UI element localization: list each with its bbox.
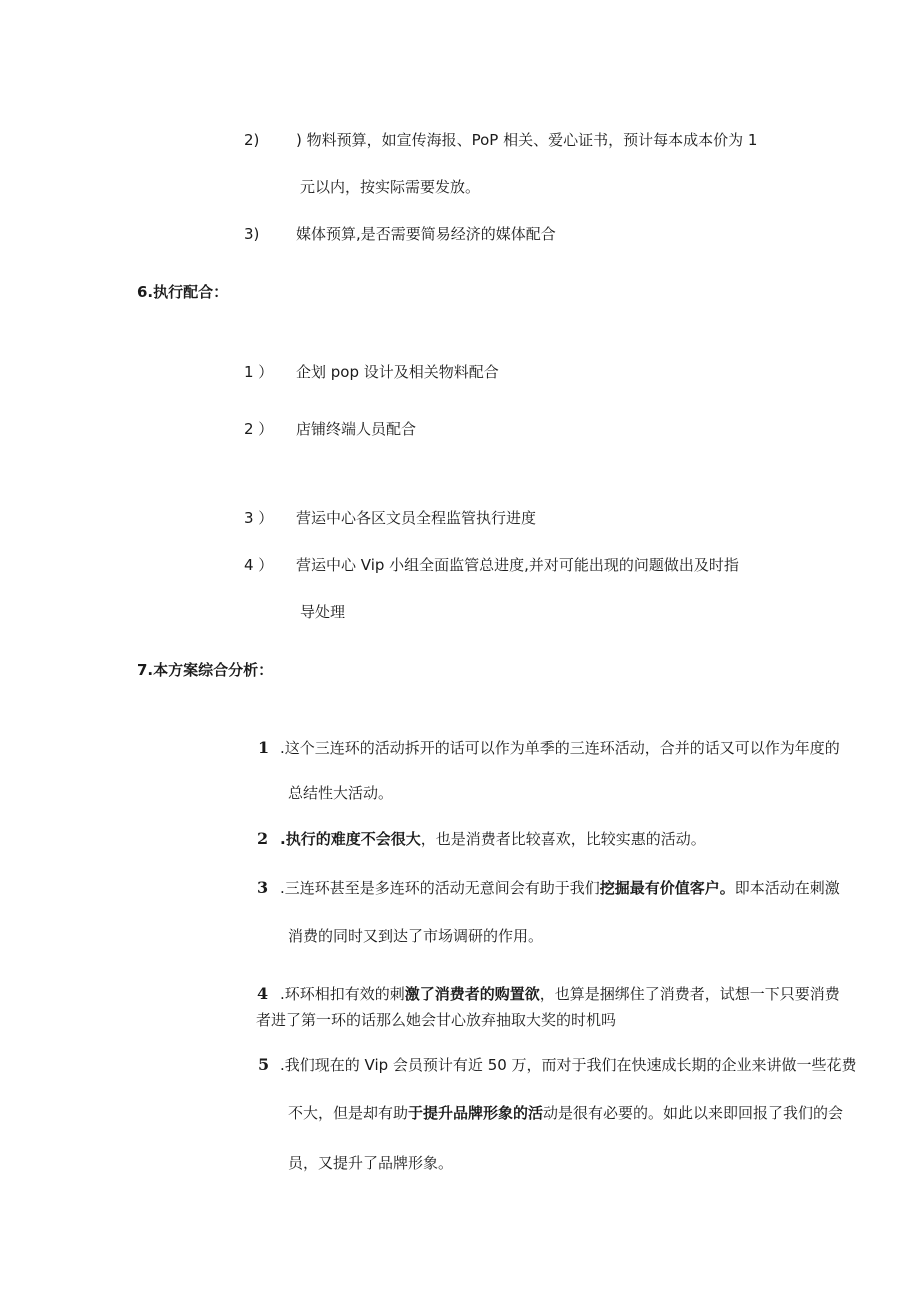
- execution-item-1-text: 企划 pop 设计及相关物料配合: [296, 363, 499, 381]
- analysis-point-4-pre: .环环相扣有效的刺: [280, 985, 405, 1003]
- analysis-point-4-number: 4: [257, 984, 269, 1003]
- analysis-point-4-continuation: 者进了第一环的话那么她会甘心放弃抽取大奖的时机吗: [256, 1011, 617, 1029]
- analysis-point-3-number: 3: [257, 878, 269, 897]
- budget-item-3-text: 媒体预算,是否需要简易经济的媒体配合: [296, 225, 556, 243]
- analysis-point-1-number: 1: [258, 738, 270, 757]
- analysis-point-4-emphasis: 激了消费者的购置欲: [404, 985, 540, 1003]
- execution-item-2-number: 2 ）: [244, 420, 274, 438]
- execution-item-3-text: 营运中心各区文员全程监管执行进度: [296, 509, 537, 527]
- analysis-point-5-text: .我们现在的 Vip 会员预计有近 50 万，而对于我们在快速成长期的企业来讲做一些花费: [280, 1056, 857, 1074]
- analysis-point-5-line-2: [288, 1103, 843, 1123]
- analysis-point-2-rest: ，也是消费者比较喜欢，比较实惠的活动。: [420, 830, 706, 848]
- analysis-point-2-number: 2: [257, 829, 269, 848]
- execution-item-1-number: 1 ）: [244, 363, 274, 381]
- analysis-point-5-pre: 不大，但是却有助: [288, 1104, 409, 1122]
- analysis-point-3-text: [280, 878, 840, 898]
- analysis-point-3-emphasis: 挖掘最有价值客户。: [599, 879, 735, 897]
- analysis-point-3-post: 即本活动在刺激: [734, 879, 840, 897]
- analysis-point-1-continuation: 总结性大活动。: [288, 784, 394, 802]
- section-heading-analysis: 7.本方案综合分析：: [137, 661, 274, 679]
- analysis-point-5-line-3: 员，又提升了品牌形象。: [288, 1154, 454, 1172]
- budget-item-2-continuation: 元以内，按实际需要发放。: [300, 178, 481, 196]
- analysis-point-2-text: [280, 829, 706, 849]
- analysis-point-1-text: .这个三连环的活动拆开的话可以作为单季的三连环活动，合并的话又可以作为年度的: [280, 739, 840, 757]
- analysis-point-4-text: [280, 984, 840, 1004]
- budget-item-2-text: ) 物料预算，如宣传海报、PoP 相关、爱心证书，预计每本成本价为 1: [296, 131, 758, 149]
- analysis-point-4-post: ，也算是捆绑住了消费者，试想一下只要消费: [539, 985, 840, 1003]
- execution-item-4-number: 4 ）: [244, 556, 274, 574]
- execution-item-2-text: 店铺终端人员配合: [296, 420, 417, 438]
- analysis-point-5-post: 动是很有必要的。如此以来即回报了我们的会: [543, 1104, 844, 1122]
- execution-item-4-text: 营运中心 Vip 小组全面监管总进度,并对可能出现的问题做出及时指: [296, 556, 739, 574]
- analysis-point-3-pre: .三连环甚至是多连环的活动无意间会有助于我们: [280, 879, 600, 897]
- analysis-point-3-continuation: 消费的同时又到达了市场调研的作用。: [288, 927, 544, 945]
- analysis-point-5-emphasis: 于提升品牌形象的活: [408, 1104, 544, 1122]
- budget-item-3-number: 3): [244, 225, 260, 243]
- execution-item-3-number: 3 ）: [244, 509, 274, 527]
- budget-item-2-number: 2): [244, 131, 260, 149]
- analysis-point-5-number: 5: [258, 1055, 270, 1074]
- section-heading-execution: 6.执行配合：: [137, 283, 229, 301]
- execution-item-4-continuation: 导处理: [300, 603, 346, 621]
- analysis-point-2-emphasis: .执行的难度不会很大: [280, 830, 421, 848]
